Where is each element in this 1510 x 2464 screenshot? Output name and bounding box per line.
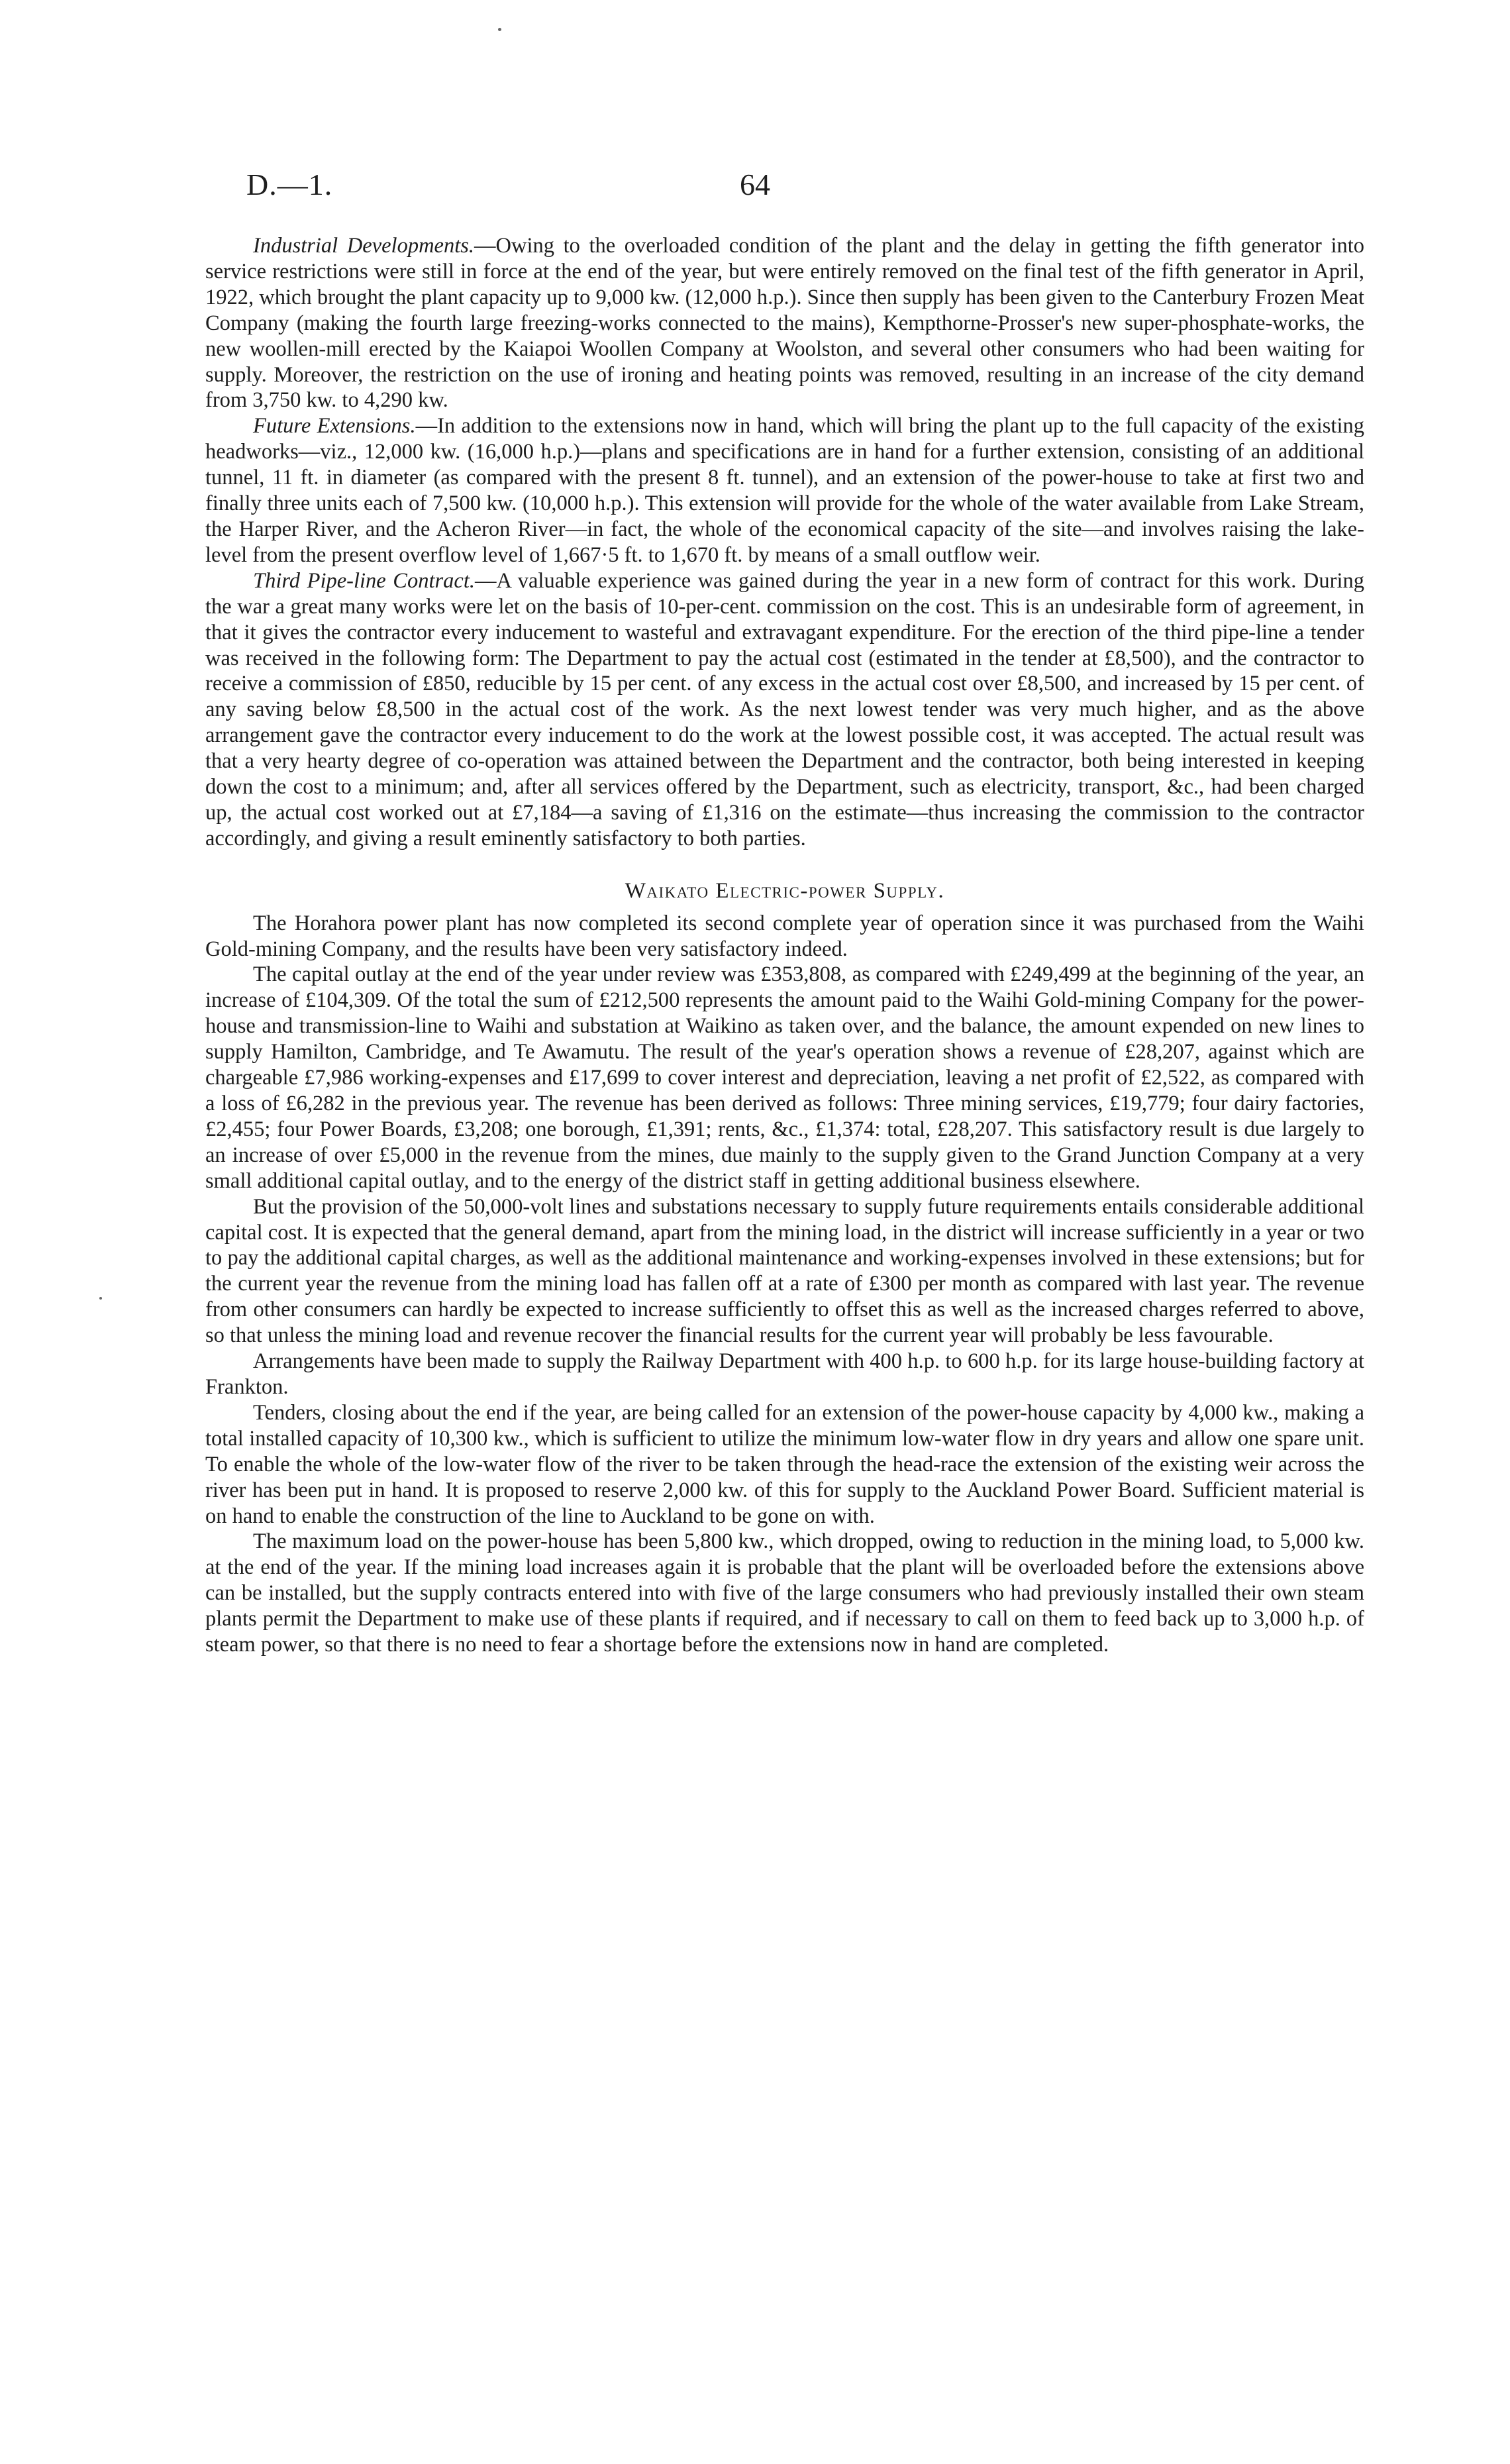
paragraph-railway-supply: Arrangements have been made to supply the Railway Department with 400 h.p. to 600 h.p. for its large house-building factory at Frankton. bbox=[205, 1349, 1364, 1399]
paragraph-third-pipe-line-contract bbox=[205, 568, 1364, 852]
paragraph-heading: Future Extensions. bbox=[253, 414, 416, 438]
paragraph-horahora-plant: The Horahora power plant has now completed its second complete year of operation since it was purchased from the Waihi Gold-mining Company, and the results have been very satisfactory indeed. bbox=[205, 911, 1364, 961]
section-heading-waikato: Waikato Electric-power Supply. bbox=[625, 878, 945, 903]
paragraph-heading: Industrial Developments. bbox=[253, 234, 475, 258]
page-body bbox=[205, 233, 1364, 1658]
scan-speck-top bbox=[498, 28, 501, 31]
page-header bbox=[246, 167, 1264, 213]
paragraph-text: —In addition to the extensions now in hand, which will bring the plant up to the full capacity of the existing headworks—viz., 12,000 kw. (16,000 h.p.)—plans and specifications are in hand for a further extension, consisting of an additional tunnel, 11 ft. in diameter (as compared with the present 8 ft. tunnel), and an extension of the power-house to take at first two and finally three units each of 7,500 kw. (10,000 h.p.). This extension will provide for the whole of the water available from Lake Stream, the Harper River, and the Acheron River—in fact, the whole of the economical capacity of the site—and involves raising the lake-level from the present overflow level of 1,667·5 ft. to 1,670 ft. by means of a small outflow weir. bbox=[205, 414, 1364, 567]
page-number: 64 bbox=[740, 168, 770, 201]
paragraph-text: —Owing to the overloaded condition of the plant and the delay in getting the fifth generator into service restrictions were still in force at the end of the year, but were entirely removed on the final test of the fifth generator in April, 1922, which brought the plant capacity up to 9,000 kw. (12,000 h.p.). Since then supply has been given to the Canterbury Frozen Meat Company (making the fourth large freezing-works connected to the mains), Kempthorne-Prosser's new super-phosphate-works, the new woollen-mill erected by the Kaiapoi Woollen Company at Woolston, and several other consumers who had been waiting for supply. Moreover, the restriction on the use of ironing and heating points was removed, resulting in an increase of the city demand from 3,750 kw. to 4,290 kw. bbox=[205, 234, 1365, 413]
paragraph-industrial-developments bbox=[205, 233, 1364, 413]
paragraph-maximum-load: The maximum load on the power-house has been 5,800 kw., which dropped, owing to reduction in the mining load, to 5,000 kw. at the end of the year. If the mining load increases again it is probable that the plant will be overloaded before the extensions above can be installed, but the supply contracts entered into with five of the large consumers who had previously installed their own steam plants permit the Department to make use of these plants if required, and if necessary to call on them to feed back up to 3,000 h.p. of steam power, so that there is no need to fear a shortage before the extensions now in hand are completed. bbox=[205, 1529, 1364, 1657]
document-code: D.—1. bbox=[246, 168, 333, 201]
paragraph-capital-cost: But the provision of the 50,000-volt lines and substations necessary to supply future requirements entails considerable additional capital cost. It is expected that the general demand, apart from the mining load, in the district will increase sufficiently in a year or two to pay the additional capital charges, as well as the additional maintenance and working-expenses involved in these extensions; but for the current year the revenue from the mining load has fallen off at a rate of £300 per month as compared with last year. The revenue from other consumers can hardly be expected to increase sufficiently to offset this as well as the increased charges referred to above, so that unless the mining load and revenue recover the financial results for the current year will probably be less favourable. bbox=[205, 1194, 1364, 1348]
paragraph-text: —A valuable experience was gained during the year in a new form of contract for this work. During the war a great many works were let on the basis of 10-per-cent. commission on the cost. This is an undesirable form of agreement, in that it gives the contractor every inducement to wasteful and extravagant expenditure. For the erection of the third pipe-line a tender was received in the following form: The Department to pay the actual cost (estimated in the tender at £8,500), and the contractor to receive a commission of £850, reducible by 15 per cent. of any excess in the actual cost over £8,500, and increased by 15 per cent. of any saving below £8,500 in the actual cost of the work. As the next lowest tender was very much higher, and as the above arrangement gave the contractor every inducement to do the work at the lowest possible cost, it was accepted. The actual result was that a very hearty degree of co-operation was attained between the Department and the contractor, both being interested in keeping down the cost to a minimum; and, after all services offered by the Department, such as electricity, transport, &c., had been charged up, the actual cost worked out at £7,184—a saving of £1,316 on the estimate—thus increasing the commission to the contractor accordingly, and giving a result eminently satisfactory to both parties. bbox=[205, 568, 1364, 850]
paragraph-heading: Third Pipe-line Contract. bbox=[253, 568, 475, 593]
paragraph-capital-outlay: The capital outlay at the end of the year under review was £353,808, as compared with £249,499 at the beginning of the year, an increase of £104,309. Of the total the sum of £212,500 represents the amount paid to the Waihi Gold-mining Company for the power-house and transmission-line to Waihi and substation at Waikino as taken over, and the balance, the amount expended on new lines to supply Hamilton, Cambridge, and Te Awamutu. The result of the year's operation shows a revenue of £28,207, against which are chargeable £7,986 working-expenses and £17,699 to cover interest and depreciation, leaving a net profit of £2,522, as compared with a loss of £6,282 in the previous year. The revenue has been derived as follows: Three mining services, £19,779; four dairy factories, £2,455; four Power Boards, £3,208; one borough, £1,391; rents, &c., £1,374: total, £28,207. This satisfactory result is due largely to an increase of over £5,000 in the revenue from the mines, due mainly to the supply given to the Grand Junction Company at a very small additional capital outlay, and to the energy of the district staff in getting additional business elsewhere. bbox=[205, 962, 1364, 1193]
scan-speck-margin bbox=[99, 1297, 102, 1300]
paragraph-tenders: Tenders, closing about the end if the year, are being called for an extension of the power-house capacity by 4,000 kw., making a total installed capacity of 10,300 kw., which is sufficient to utilize the minimum low-water flow in dry years and allow one spare unit. To enable the whole of the low-water flow of the river to be taken through the head-race the extension of the existing weir across the river has been put in hand. It is proposed to reserve 2,000 kw. of this for supply to the Auckland Power Board. Sufficient material is on hand to enable the construction of the line to Auckland to be gone on with. bbox=[205, 1400, 1364, 1528]
paragraph-future-extensions bbox=[205, 413, 1364, 568]
